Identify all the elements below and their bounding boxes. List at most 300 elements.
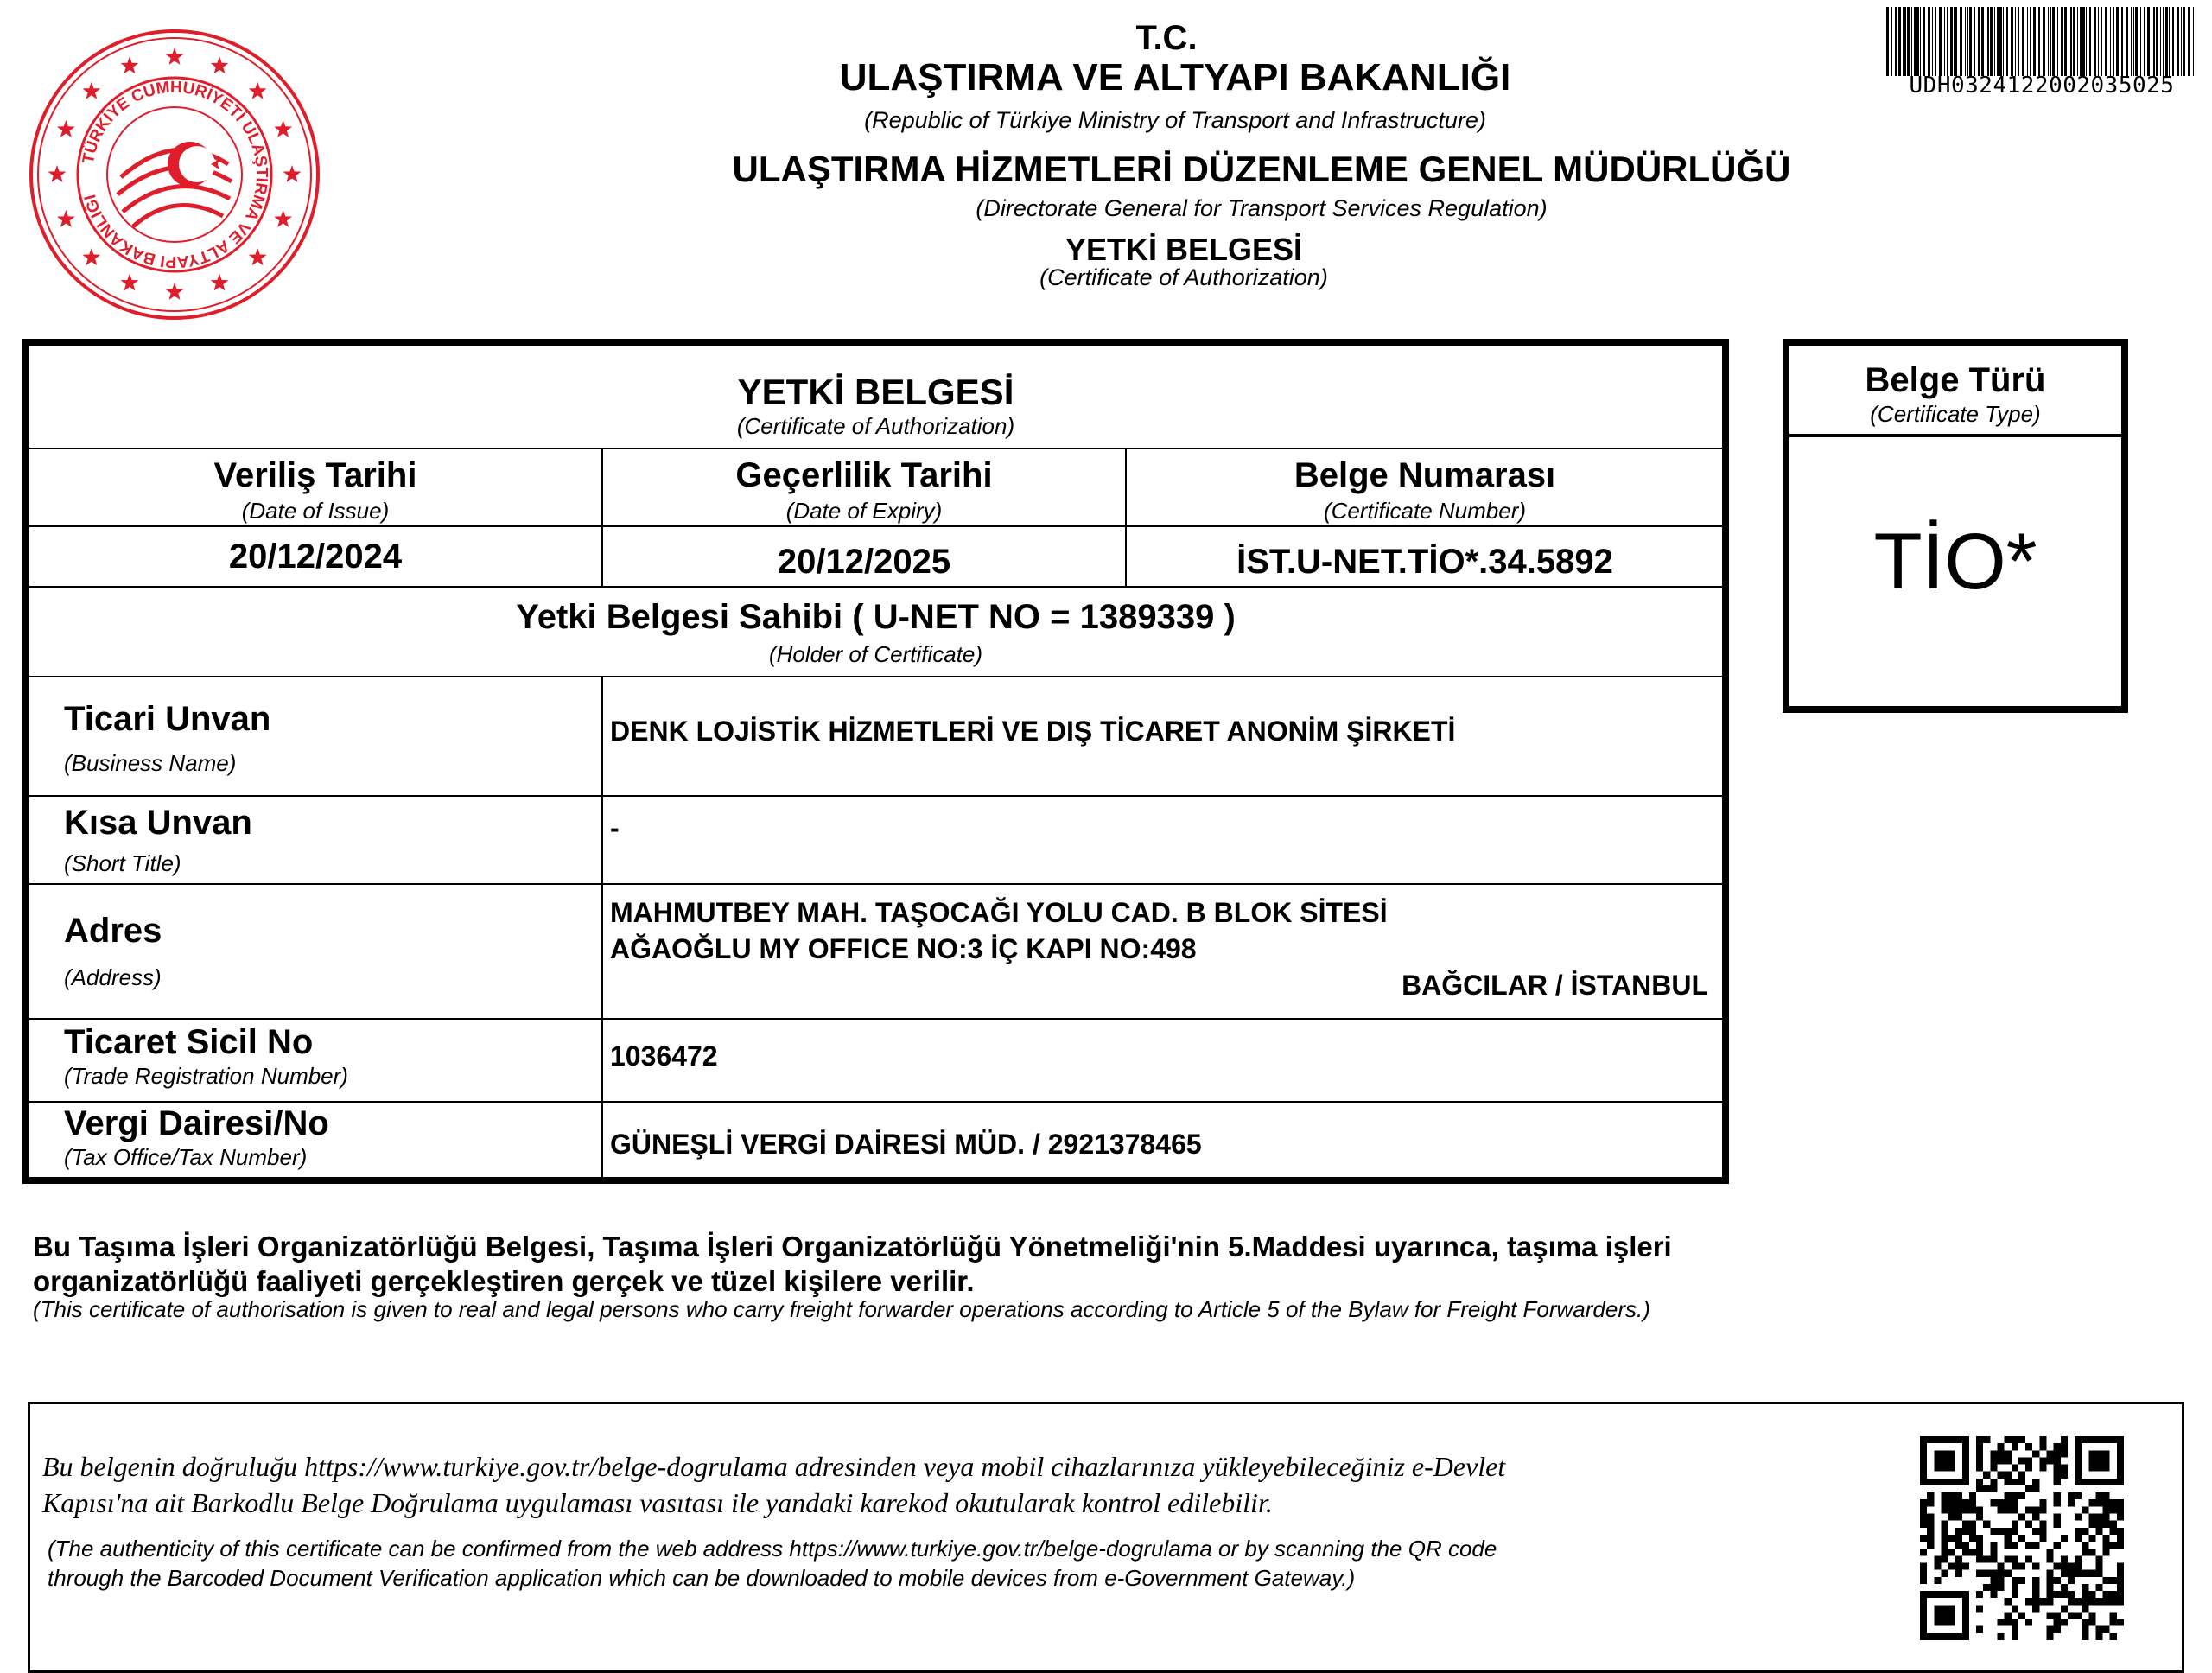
barcode-bar: [2052, 7, 2055, 76]
qr-cell: [2005, 1457, 2012, 1464]
qr-cell: [1920, 1457, 1927, 1464]
qr-cell: [1998, 1450, 2005, 1457]
qr-cell: [2103, 1626, 2110, 1633]
qr-cell: [2025, 1619, 2032, 1626]
qr-cell: [2103, 1598, 2110, 1605]
qr-cell: [2117, 1443, 2124, 1450]
barcode-bar: [2080, 7, 2082, 76]
qr-cell: [1927, 1542, 1934, 1549]
qr-cell: [2061, 1535, 2068, 1542]
barcode-bar: [2006, 7, 2008, 76]
qr-cell: [2082, 1528, 2088, 1535]
barcode-bar: [2094, 7, 2096, 76]
barcode-bar: [2015, 7, 2016, 76]
qr-cell: [2012, 1542, 2018, 1549]
qr-cell: [1955, 1492, 1962, 1499]
qr-cell: [2032, 1591, 2039, 1598]
qr-cell: [1948, 1499, 1955, 1506]
qr-cell: [2054, 1479, 2061, 1485]
qr-cell: [1976, 1549, 1983, 1555]
qr-cell: [1941, 1465, 1948, 1472]
barcode-bar: [1947, 7, 1948, 76]
short-title-label: Kısa Unvan: [64, 804, 252, 842]
qr-cell: [2068, 1598, 2075, 1605]
qr-cell: [2075, 1555, 2082, 1562]
qr-cell: [2054, 1626, 2061, 1633]
qr-cell: [1962, 1465, 1969, 1472]
qr-cell: [2012, 1555, 2018, 1562]
business-name-label-en: (Business Name): [64, 750, 237, 776]
qr-cell: [2039, 1436, 2046, 1443]
qr-cell: [2012, 1562, 2018, 1569]
qr-cell: [1920, 1570, 1927, 1577]
qr-cell: [2088, 1450, 2095, 1457]
qr-cell: [2075, 1562, 2082, 1569]
document-title: YETKİ BELGESİ: [1065, 232, 1303, 267]
qr-cell: [2039, 1506, 2046, 1513]
qr-cell: [2075, 1457, 2082, 1464]
directorate-title-en: (Directorate General for Transport Services Regulation): [976, 195, 1548, 221]
qr-cell: [2039, 1598, 2046, 1605]
qr-cell: [1998, 1443, 2005, 1450]
qr-cell: [1941, 1479, 1948, 1485]
qr-cell: [2103, 1591, 2110, 1598]
statement-line-1: Bu Taşıma İşleri Organizatörlüğü Belgesi, Taşıma İşleri Organizatörlüğü Yönetmeliği'nin 5.Maddesi uyarınca, taşıma işleri: [33, 1231, 1672, 1263]
qr-cell: [1962, 1436, 1969, 1443]
qr-cell: [1920, 1472, 1927, 1479]
expiry-date-value: 20/12/2025: [777, 543, 951, 581]
document-title-en: (Certificate of Authorization): [1039, 264, 1328, 290]
qr-cell: [2046, 1584, 2053, 1591]
qr-cell: [2025, 1542, 2032, 1549]
document-barcode: [1886, 7, 2197, 76]
barcode-bar: [1954, 7, 1955, 76]
qr-cell: [2117, 1570, 2124, 1577]
qr-cell: [1990, 1485, 1997, 1492]
address-label-en: (Address): [64, 964, 162, 990]
qr-cell: [2088, 1436, 2095, 1443]
qr-cell: [2103, 1521, 2110, 1528]
qr-cell: [1941, 1499, 1948, 1506]
qr-cell: [1969, 1549, 1976, 1555]
barcode-bar: [2140, 7, 2141, 76]
qr-cell: [2110, 1633, 2117, 1640]
trade-registration-value: 1036472: [610, 1040, 718, 1072]
qr-cell: [1941, 1450, 1948, 1457]
qr-cell: [1934, 1633, 1941, 1640]
qr-cell: [2005, 1492, 2012, 1499]
qr-cell: [2012, 1584, 2018, 1591]
qr-cell: [1927, 1633, 1934, 1640]
qr-cell: [1920, 1450, 1927, 1457]
barcode-bar: [2110, 7, 2111, 76]
qr-cell: [1948, 1549, 1955, 1555]
seal-star-icon: [82, 248, 100, 265]
qr-cell: [2103, 1479, 2110, 1485]
qr-cell: [2110, 1619, 2117, 1626]
qr-cell: [1990, 1542, 1997, 1549]
barcode-bar: [2163, 7, 2164, 76]
qr-cell: [2018, 1492, 2025, 1499]
qr-cell: [2082, 1570, 2088, 1577]
qr-cell: [2117, 1506, 2124, 1513]
qr-cell: [2075, 1465, 2082, 1472]
qr-cell: [1948, 1492, 1955, 1499]
qr-cell: [1948, 1479, 1955, 1485]
qr-cell: [2046, 1626, 2053, 1633]
qr-cell: [2005, 1598, 2012, 1605]
barcode-bar: [1903, 7, 1904, 76]
qr-cell: [1948, 1465, 1955, 1472]
barcode-bar: [2033, 7, 2036, 76]
qr-cell: [2005, 1542, 2012, 1549]
qr-cell: [1927, 1514, 1934, 1521]
qr-cell: [2054, 1542, 2061, 1549]
certificate-type-value: TİO*: [1873, 518, 2037, 606]
qr-cell: [1976, 1485, 1983, 1492]
qr-cell: [1990, 1577, 1997, 1584]
qr-cell: [2046, 1570, 2053, 1577]
qr-cell: [2082, 1584, 2088, 1591]
qr-cell: [2012, 1528, 2018, 1535]
qr-cell: [1948, 1436, 1955, 1443]
qr-cell: [2012, 1605, 2018, 1612]
qr-cell: [1998, 1506, 2005, 1513]
qr-cell: [1955, 1528, 1962, 1535]
qr-cell: [1920, 1465, 1927, 1472]
qr-cell: [2061, 1450, 2068, 1457]
qr-cell: [1976, 1443, 1983, 1450]
table-title-en: (Certificate of Authorization): [736, 413, 1015, 439]
qr-cell: [2054, 1514, 2061, 1521]
barcode-bar: [1898, 7, 1901, 76]
qr-cell: [1962, 1598, 1969, 1605]
svg-text:TÜRKİYE CUMHURİYETİ ULAŞTIRMA: TÜRKİYE CUMHURİYETİ ULAŞTIRMA VE ALTYAPI BAKANLIĞI: [79, 78, 271, 271]
qr-cell: [2088, 1499, 2095, 1506]
qr-cell: [2075, 1514, 2082, 1521]
qr-cell: [2046, 1598, 2053, 1605]
qr-cell: [2032, 1479, 2039, 1485]
address-label: Adres: [64, 912, 162, 950]
qr-cell: [2075, 1436, 2082, 1443]
qr-cell: [1955, 1542, 1962, 1549]
qr-cell: [1934, 1619, 1941, 1626]
qr-cell: [2117, 1584, 2124, 1591]
qr-cell: [2110, 1436, 2117, 1443]
qr-cell: [2075, 1450, 2082, 1457]
qr-cell: [2061, 1591, 2068, 1598]
qr-cell: [1955, 1436, 1962, 1443]
qr-cell: [2061, 1584, 2068, 1591]
qr-cell: [1948, 1619, 1955, 1626]
barcode-bar: [1994, 7, 1995, 76]
qr-cell: [2068, 1499, 2075, 1506]
verification-text-tr-1: Bu belgenin doğruluğu https://www.turkiye.gov.tr/belge-dogrulama adresinden veya mobil cihazlarınıza yükleyebileceğiniz e-Devlet: [42, 1451, 1506, 1482]
qr-cell: [1941, 1492, 1948, 1499]
qr-cell: [2110, 1506, 2117, 1513]
qr-cell: [1920, 1549, 1927, 1555]
qr-cell: [1976, 1542, 1983, 1549]
qr-cell: [1948, 1591, 1955, 1598]
qr-cell: [2039, 1499, 2046, 1506]
barcode-bar: [2193, 7, 2194, 76]
qr-cell: [2088, 1591, 2095, 1598]
qr-cell: [2005, 1619, 2012, 1626]
barcode-bar: [2131, 7, 2132, 76]
qr-cell: [2012, 1479, 2018, 1485]
qr-cell: [1920, 1535, 1927, 1542]
qr-cell: [2046, 1450, 2053, 1457]
qr-cell: [2018, 1457, 2025, 1464]
business-name-value: DENK LOJİSTİK HİZMETLERİ VE DIŞ TİCARET ANONİM ŞİRKETİ: [610, 716, 1456, 747]
qr-cell: [2018, 1436, 2025, 1443]
qr-cell: [2025, 1457, 2032, 1464]
qr-cell: [1934, 1555, 1941, 1562]
qr-cell: [2110, 1591, 2117, 1598]
qr-cell: [1976, 1514, 1983, 1521]
qr-cell: [2088, 1479, 2095, 1485]
qr-cell: [2095, 1492, 2102, 1499]
qr-cell: [1948, 1450, 1955, 1457]
qr-cell: [2061, 1436, 2068, 1443]
qr-cell: [2032, 1450, 2039, 1457]
expiry-date-label-en: (Date of Expiry): [785, 498, 943, 524]
qr-cell: [2025, 1555, 2032, 1562]
qr-cell: [2061, 1443, 2068, 1450]
qr-cell: [2046, 1577, 2053, 1584]
qr-cell: [1990, 1479, 1997, 1485]
qr-cell: [1920, 1443, 1927, 1450]
qr-cell: [1962, 1457, 1969, 1464]
barcode-bar: [2003, 7, 2004, 76]
qr-cell: [2103, 1492, 2110, 1499]
qr-cell: [2088, 1549, 2095, 1555]
barcode-bar: [2061, 7, 2063, 76]
qr-cell: [2061, 1619, 2068, 1626]
qr-cell: [2054, 1492, 2061, 1499]
qr-cell: [1934, 1612, 1941, 1619]
qr-cell: [2005, 1528, 2012, 1535]
qr-cell: [2061, 1605, 2068, 1612]
barcode-bar: [2101, 7, 2102, 76]
qr-cell: [1948, 1562, 1955, 1569]
qr-cell: [2046, 1612, 2053, 1619]
qr-cell: [2117, 1577, 2124, 1584]
trade-registration-label-en: (Trade Registration Number): [64, 1063, 348, 1089]
barcode-bar: [2022, 7, 2024, 76]
qr-cell: [1990, 1465, 1997, 1472]
table-title: YETKİ BELGESİ: [737, 372, 1014, 412]
qr-cell: [2082, 1479, 2088, 1485]
qr-cell: [2046, 1591, 2053, 1598]
divider: [29, 883, 1722, 885]
address-line-1: MAHMUTBEY MAH. TAŞOCAĞI YOLU CAD. B BLOK SİTESİ: [610, 897, 1388, 928]
barcode-bar: [2030, 7, 2031, 76]
qr-cell: [1927, 1528, 1934, 1535]
qr-cell: [1941, 1535, 1948, 1542]
qr-cell: [1920, 1619, 1927, 1626]
statement-en: (This certificate of authorisation is given to real and legal persons who carry freight forwarder operations according to Article 5 of the Bylaw for Freight Forwarders.): [33, 1296, 1650, 1322]
qr-cell: [2075, 1479, 2082, 1485]
qr-cell: [2018, 1612, 2025, 1619]
qr-cell: [1962, 1542, 1969, 1549]
barcode-bar: [2177, 7, 2179, 76]
qr-cell: [2088, 1457, 2095, 1464]
qr-cell: [1934, 1436, 1941, 1443]
qr-cell: [2075, 1598, 2082, 1605]
qr-cell: [1955, 1514, 1962, 1521]
qr-cell: [1990, 1591, 1997, 1598]
qr-cell: [2012, 1499, 2018, 1506]
barcode-bar: [1974, 7, 1975, 76]
qr-cell: [2032, 1514, 2039, 1521]
barcode-bar: [1928, 7, 1930, 76]
trade-registration-label: Ticaret Sicil No: [64, 1023, 314, 1061]
barcode-bar: [1935, 7, 1936, 76]
qr-cell: [2088, 1521, 2095, 1528]
qr-cell: [1962, 1626, 1969, 1633]
qr-cell: [1990, 1555, 1997, 1562]
barcode-bar: [2121, 7, 2123, 76]
qr-cell: [2117, 1598, 2124, 1605]
qr-cell: [2012, 1619, 2018, 1626]
qr-cell: [2082, 1436, 2088, 1443]
certificate-type-label: Belge Türü: [1865, 361, 2046, 399]
barcode-bar: [2098, 7, 2099, 76]
qr-cell: [2103, 1457, 2110, 1464]
qr-cell: [1962, 1450, 1969, 1457]
qr-cell: [2018, 1514, 2025, 1521]
qr-cell: [1934, 1457, 1941, 1464]
seal-star-icon: [283, 165, 302, 182]
barcode-bar: [1981, 7, 1984, 76]
qr-cell: [1920, 1514, 1927, 1521]
qr-cell: [1990, 1457, 1997, 1464]
qr-cell: [1998, 1633, 2005, 1640]
qr-cell: [2025, 1521, 2032, 1528]
address-line-2: AĞAOĞLU MY OFFICE NO:3 İÇ KAPI NO:498: [610, 933, 1197, 964]
qr-cell: [2032, 1542, 2039, 1549]
ministry-title: ULAŞTIRMA VE ALTYAPI BAKANLIĞI: [839, 56, 1511, 99]
certificate-number-label-en: (Certificate Number): [1323, 498, 1527, 524]
qr-cell: [2068, 1570, 2075, 1577]
qr-cell: [1969, 1521, 1976, 1528]
barcode-bar: [2086, 7, 2087, 76]
barcode-bar: [2011, 7, 2013, 76]
qr-cell: [2103, 1436, 2110, 1443]
qr-cell: [1962, 1528, 1969, 1535]
qr-cell: [2012, 1492, 2018, 1499]
qr-cell: [2110, 1499, 2117, 1506]
barcode-bar: [1960, 7, 1962, 76]
qr-cell: [2046, 1555, 2053, 1562]
qr-cell: [2103, 1542, 2110, 1549]
barcode-bar: [1939, 7, 1942, 76]
qr-cell: [1934, 1465, 1941, 1472]
qr-cell: [1955, 1633, 1962, 1640]
barcode-bar: [2153, 7, 2155, 76]
barcode-bar: [2027, 7, 2028, 76]
issue-date-label-en: (Date of Issue): [241, 498, 390, 524]
barcode-bar: [2126, 7, 2128, 76]
qr-cell: [2061, 1570, 2068, 1577]
barcode-bar: [1923, 7, 1925, 76]
qr-cell: [1934, 1605, 1941, 1612]
barcode-bar: [1895, 7, 1897, 76]
qr-cell: [1941, 1506, 1948, 1513]
barcode-bar: [1955, 7, 1957, 76]
seal-star-icon: [57, 210, 75, 227]
divider: [29, 525, 1722, 527]
divider: [29, 795, 1722, 797]
qr-cell: [1976, 1555, 1983, 1562]
qr-cell: [1934, 1562, 1941, 1569]
statement-line-2: organizatörlüğü faaliyeti gerçekleştiren gerçek ve tüzel kişilere verilir.: [33, 1265, 975, 1297]
qr-cell: [1969, 1528, 1976, 1535]
barcode-bar: [1990, 7, 1993, 76]
barcode-bar: [2160, 7, 2161, 76]
qr-cell: [1927, 1479, 1934, 1485]
qr-cell: [1948, 1457, 1955, 1464]
qr-cell: [1920, 1612, 1927, 1619]
barcode-bar: [2144, 7, 2145, 76]
qr-cell: [2117, 1619, 2124, 1626]
qr-cell: [2117, 1472, 2124, 1479]
qr-cell: [1927, 1436, 1934, 1443]
qr-cell: [1976, 1570, 1983, 1577]
qr-cell: [1955, 1479, 1962, 1485]
qr-cell: [2012, 1436, 2018, 1443]
verification-text-en-1: (The authenticity of this certificate can be confirmed from the web address https://www.turkiye.gov.tr/belge-dogrulama or by scanning the QR code: [48, 1536, 1497, 1562]
barcode-bar: [2057, 7, 2058, 76]
qr-cell: [2012, 1443, 2018, 1450]
divider: [29, 1018, 1722, 1020]
qr-cell: [1955, 1506, 1962, 1513]
qr-cell: [1983, 1485, 1990, 1492]
seal-star-icon: [82, 82, 100, 99]
certificate-number-value: İST.U-NET.TİO*.34.5892: [1236, 543, 1613, 581]
qr-cell: [1976, 1465, 1983, 1472]
seal-star-icon: [249, 82, 267, 99]
qr-cell: [2095, 1465, 2102, 1472]
short-title-value: -: [610, 812, 620, 843]
barcode-bar: [2089, 7, 2091, 76]
holder-heading-en: (Holder of Certificate): [768, 641, 983, 667]
barcode-bar: [2018, 7, 2019, 76]
qr-cell: [2082, 1626, 2088, 1633]
qr-cell: [2061, 1555, 2068, 1562]
qr-cell: [2005, 1472, 2012, 1479]
verification-text-tr-2: Kapısı'na ait Barkodlu Belge Doğrulama uygulaması vasıtası ile yandaki karekod okutularak kontrol edilebilir.: [42, 1487, 1273, 1518]
qr-cell: [1927, 1499, 1934, 1506]
qr-cell: [2075, 1472, 2082, 1479]
barcode-bar: [1916, 7, 1919, 76]
qr-cell: [2032, 1598, 2039, 1605]
qr-cell: [1962, 1591, 1969, 1598]
qr-cell: [2054, 1591, 2061, 1598]
barcode-bar: [2105, 7, 2107, 76]
qr-cell: [1927, 1535, 1934, 1542]
qr-cell: [1962, 1605, 1969, 1612]
qr-cell: [2054, 1521, 2061, 1528]
qr-cell: [1983, 1570, 1990, 1577]
qr-cell: [2005, 1570, 2012, 1577]
qr-code: [1920, 1436, 2124, 1640]
qr-cell: [1962, 1472, 1969, 1479]
seal-star-icon: [274, 120, 292, 137]
seal-star-icon: [211, 274, 229, 291]
qr-cell: [1920, 1598, 1927, 1605]
